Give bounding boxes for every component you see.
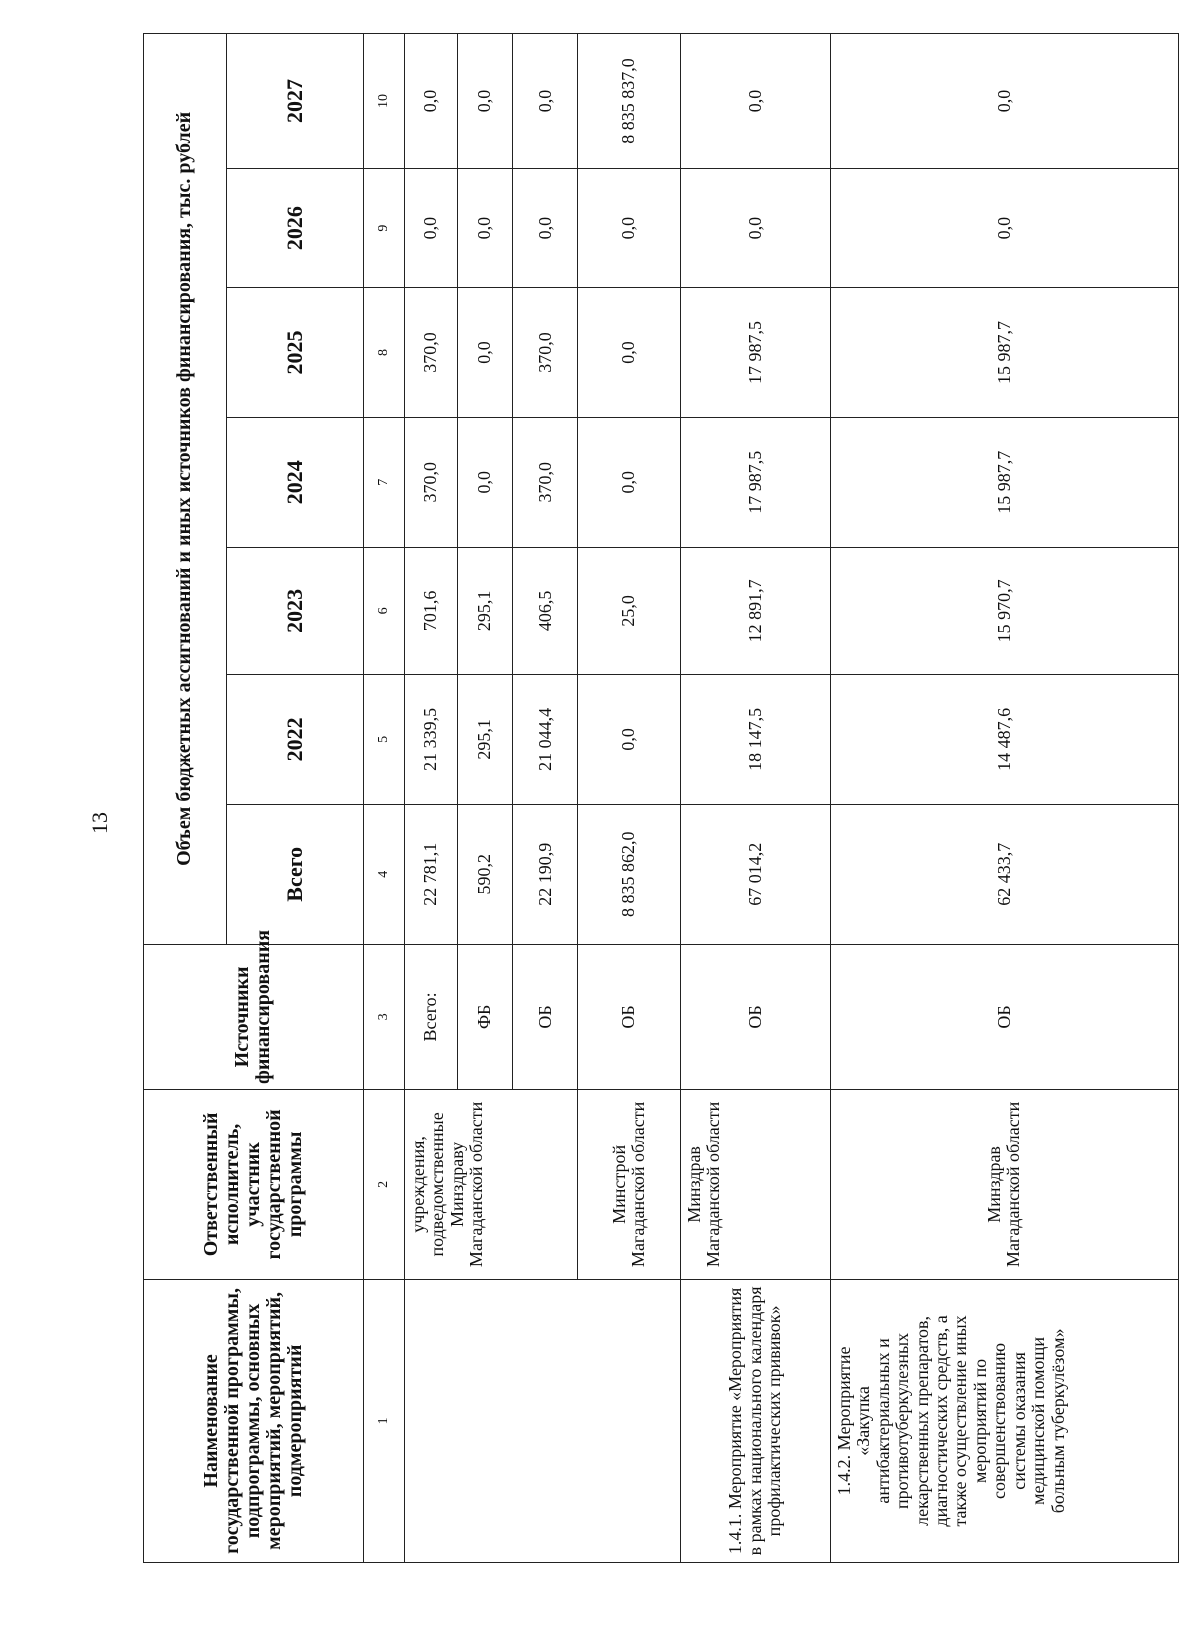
- value-cell: 0,0: [578, 168, 681, 287]
- value-cell: 21 339,5: [404, 675, 457, 805]
- col-number: 3: [363, 944, 404, 1089]
- value-cell: 0,0: [404, 34, 457, 169]
- value-cell: 0,0: [830, 34, 1178, 169]
- col-number: 4: [363, 804, 404, 944]
- table-row: [830, 34, 1178, 1563]
- value-cell: 701,6: [404, 547, 457, 675]
- value-cell: 62 433,7: [830, 804, 1178, 944]
- rotated-table-wrapper: [143, 33, 1179, 1563]
- name-line: медицинской помощи: [1028, 1336, 1049, 1505]
- value-cell: 370,0: [513, 417, 578, 547]
- value-cell: 17 987,5: [680, 417, 830, 547]
- name-line: также осуществление иных: [950, 1315, 971, 1527]
- col-number: 6: [363, 547, 404, 675]
- source-cell: Всего:: [404, 944, 457, 1089]
- program-name-cell: [404, 1279, 680, 1562]
- table-row: [680, 34, 830, 1563]
- source-cell: ОБ: [830, 944, 1178, 1089]
- value-cell: 0,0: [457, 34, 512, 169]
- source-cell: ОБ: [513, 944, 578, 1089]
- source-cell: ОБ: [578, 944, 681, 1089]
- col-number: 8: [363, 288, 404, 418]
- value-cell: 0,0: [830, 168, 1178, 287]
- value-cell: 0,0: [513, 168, 578, 287]
- name-line: противотуберкулезных: [892, 1332, 913, 1509]
- header-year: 2024: [226, 417, 363, 547]
- funding-table: [143, 33, 1179, 1563]
- name-line: антибактериальных и: [872, 1338, 893, 1504]
- column-number-row: [363, 34, 404, 1563]
- col-number: 10: [363, 34, 404, 169]
- name-line: диагностических средств, а: [930, 1315, 951, 1527]
- value-cell: 18 147,5: [680, 675, 830, 805]
- value-cell: 67 014,2: [680, 804, 830, 944]
- col-number: 9: [363, 168, 404, 287]
- value-cell: 14 487,6: [830, 675, 1178, 805]
- value-cell: 12 891,7: [680, 547, 830, 675]
- header-year: 2027: [226, 34, 363, 169]
- program-name-cell: 1.4.1. Мероприятие «Мероприятия в рамках национального календаря профилактических прививок»: [680, 1279, 830, 1562]
- header-year: 2022: [226, 675, 363, 805]
- value-cell: 0,0: [578, 417, 681, 547]
- value-cell: 0,0: [457, 168, 512, 287]
- program-name-cell: [830, 1279, 1178, 1562]
- value-cell: 15 987,7: [830, 417, 1178, 547]
- value-cell: 0,0: [457, 288, 512, 418]
- value-cell: 22 781,1: [404, 804, 457, 944]
- table-row: [404, 34, 457, 1563]
- name-line: больным туберкулёзом»: [1047, 1328, 1068, 1514]
- executor-cell: Минстрой Магаданской области: [578, 1090, 681, 1280]
- value-cell: 0,0: [513, 34, 578, 169]
- value-cell: 0,0: [680, 34, 830, 169]
- name-line: мероприятий по: [969, 1358, 990, 1484]
- value-cell: 590,2: [457, 804, 512, 944]
- name-line: совершенствованию: [989, 1342, 1010, 1499]
- value-cell: 8 835 837,0: [578, 34, 681, 169]
- name-line: «Закупка: [853, 1386, 874, 1456]
- executor-cell: Минздрав Магаданской области: [830, 1090, 1178, 1280]
- source-cell: ОБ: [680, 944, 830, 1089]
- value-cell: 370,0: [404, 417, 457, 547]
- value-cell: 0,0: [578, 675, 681, 805]
- header-source: Источники финансирования: [144, 944, 364, 1089]
- header-year: Всего: [226, 804, 363, 944]
- header-name: Наименование государственной программы, подпрограммы, основных мероприятий, мероприятий, подмероприятий: [144, 1279, 364, 1562]
- name-line: лекарственных препаратов,: [911, 1315, 932, 1526]
- value-cell: 22 190,9: [513, 804, 578, 944]
- value-cell: 0,0: [404, 168, 457, 287]
- name-line: 1.4.2. Мероприятие: [833, 1346, 854, 1496]
- value-cell: 0,0: [457, 417, 512, 547]
- name-line: системы оказания: [1008, 1352, 1029, 1490]
- header-year: 2023: [226, 547, 363, 675]
- value-cell: 295,1: [457, 547, 512, 675]
- header-year: 2025: [226, 288, 363, 418]
- header-year: 2026: [226, 168, 363, 287]
- value-cell: 15 970,7: [830, 547, 1178, 675]
- col-number: 2: [363, 1090, 404, 1280]
- value-cell: 8 835 862,0: [578, 804, 681, 944]
- value-cell: 370,0: [404, 288, 457, 418]
- page-number: 13: [87, 812, 112, 834]
- header-volume: Объем бюджетных ассигнований и иных источников финансирования, тыс. рублей: [144, 34, 227, 945]
- value-cell: 370,0: [513, 288, 578, 418]
- col-number: 5: [363, 675, 404, 805]
- value-cell: 0,0: [680, 168, 830, 287]
- value-cell: 295,1: [457, 675, 512, 805]
- col-number: 1: [363, 1279, 404, 1562]
- value-cell: 21 044,4: [513, 675, 578, 805]
- col-number: 7: [363, 417, 404, 547]
- header-executor: Ответственный исполнитель, участник государственной программы: [144, 1090, 364, 1280]
- value-cell: 25,0: [578, 547, 681, 675]
- executor-cell: Минздрав Магаданской области: [680, 1090, 830, 1280]
- value-cell: 15 987,7: [830, 288, 1178, 418]
- executor-cell: учреждения, подведомственные Минздраву Магаданской области: [404, 1090, 577, 1280]
- value-cell: 406,5: [513, 547, 578, 675]
- source-cell: ФБ: [457, 944, 512, 1089]
- value-cell: 17 987,5: [680, 288, 830, 418]
- value-cell: 0,0: [578, 288, 681, 418]
